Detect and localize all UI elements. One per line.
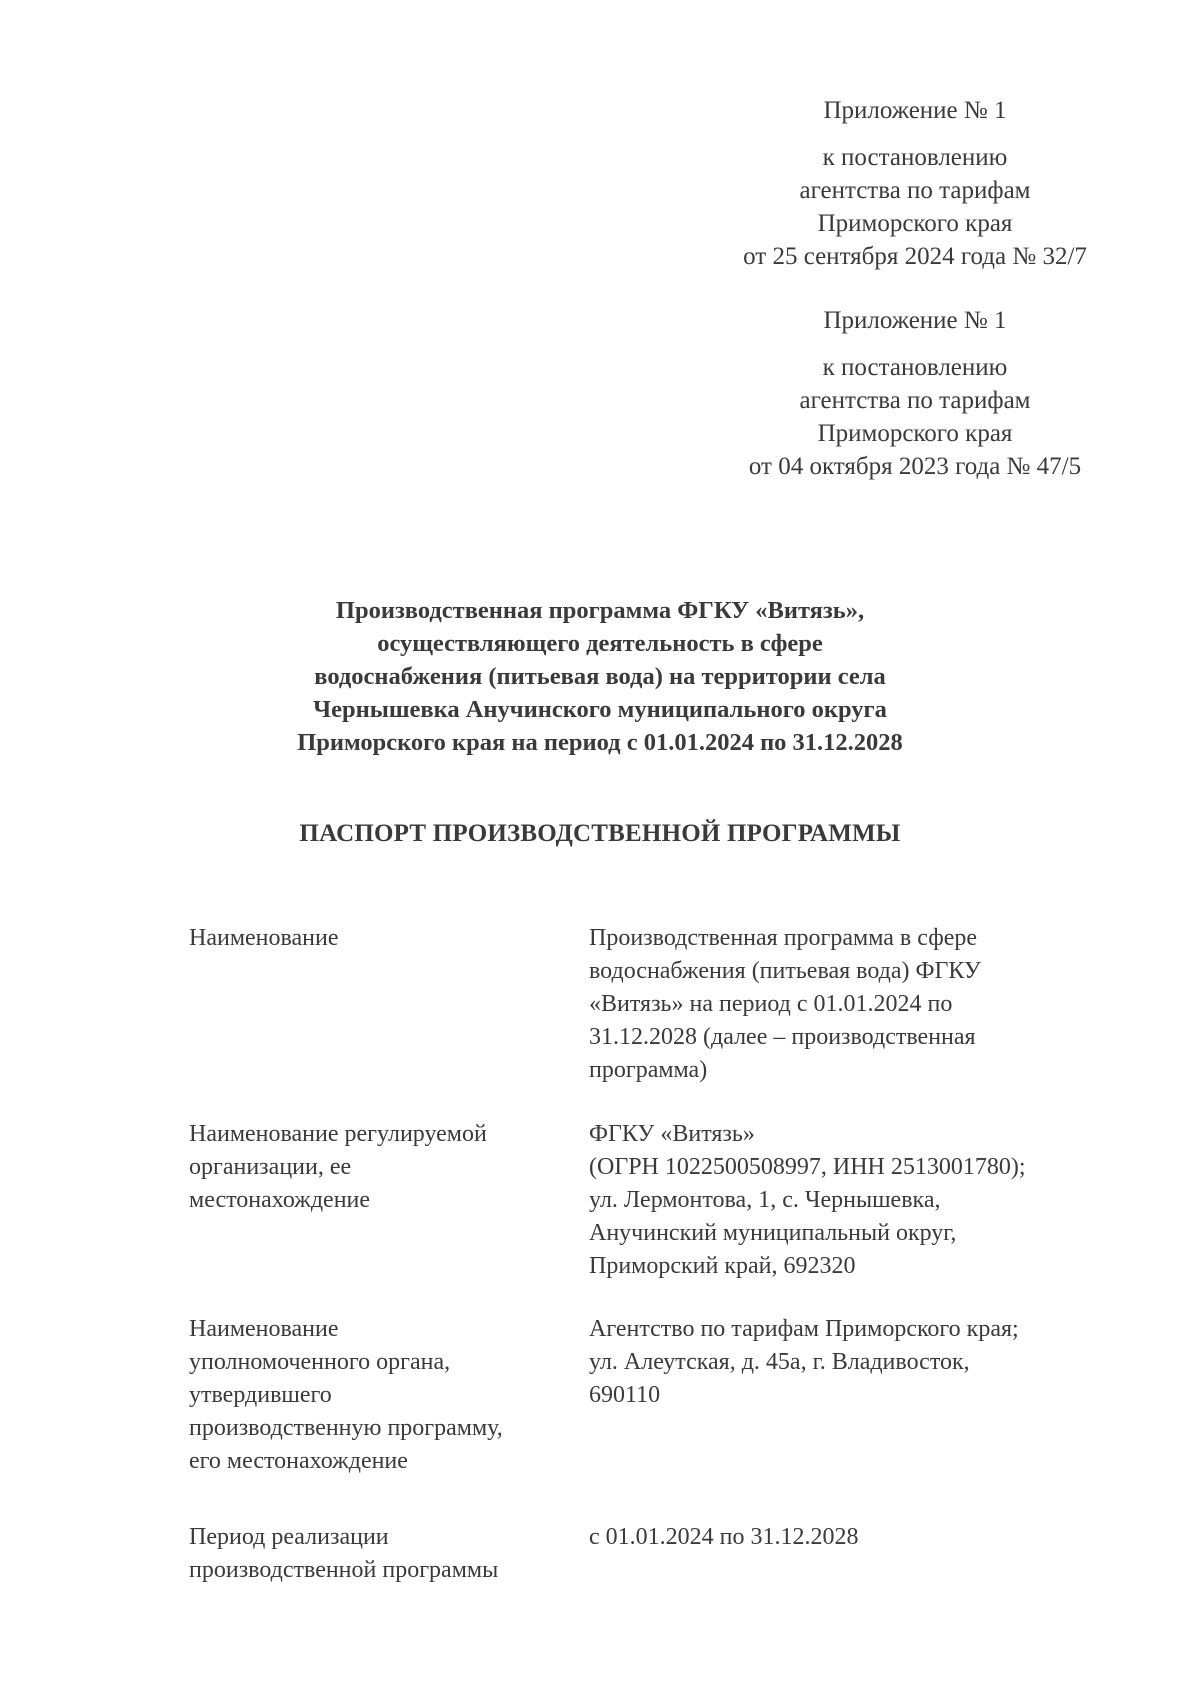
program-title: [200, 594, 1000, 759]
value-line: Анучинский муниципальный округ,: [589, 1220, 957, 1246]
passport-row-value: [589, 922, 1149, 1087]
passport-row-label: [189, 922, 569, 955]
program-title-line: Приморского края на период с 01.01.2024 по 31.12.2028: [297, 729, 903, 756]
label-line: производственной программы: [189, 1557, 499, 1583]
passport-row-label: [189, 1521, 569, 1587]
label-line: его местонахождение: [189, 1448, 408, 1474]
value-line: Производственная программа в сфере: [589, 925, 978, 951]
value-line: водоснабжения (питьевая вода) ФГКУ: [589, 958, 981, 984]
value-line: с 01.01.2024 по 31.12.2028: [589, 1524, 859, 1550]
passport-row-value: [589, 1313, 1149, 1412]
appendix-line: агентства по тарифам: [799, 387, 1031, 414]
label-line: Наименование регулируемой: [189, 1121, 487, 1147]
passport-heading: ПАСПОРТ ПРОИЗВОДСТВЕННОЙ ПРОГРАММЫ: [299, 820, 901, 847]
value-line: (ОГРН 1022500508997, ИНН 2513001780);: [589, 1154, 1026, 1180]
appendix-label: Приложение № 1: [823, 97, 1007, 124]
value-line: 31.12.2028 (далее – производственная: [589, 1024, 976, 1050]
value-line: ул. Лермонтова, 1, с. Чернышевка,: [589, 1187, 941, 1213]
label-line: производственную программу,: [189, 1415, 503, 1441]
value-line: Агентство по тарифам Приморского края;: [589, 1316, 1019, 1342]
appendix-date-line: от 25 сентября 2024 года № 32/7: [743, 243, 1087, 270]
label-line: Период реализации: [189, 1524, 389, 1550]
value-line: программа): [589, 1057, 708, 1083]
program-title-line: осуществляющего деятельность в сфере: [377, 630, 823, 657]
appendix-line: Приморского края: [817, 210, 1013, 237]
appendix-block-current: [700, 94, 1130, 273]
passport-row-value: [589, 1521, 1149, 1554]
passport-row-value: [589, 1118, 1149, 1283]
appendix-label: Приложение № 1: [823, 307, 1007, 334]
label-line: уполномоченного органа,: [189, 1349, 451, 1375]
program-title-line: Производственная программа ФГКУ «Витязь»,: [335, 597, 865, 624]
value-line: ул. Алеутская, д. 45а, г. Владивосток,: [589, 1349, 970, 1375]
appendix-line: Приморского края: [817, 420, 1013, 447]
passport-row-label: [189, 1118, 569, 1217]
label-line: Наименование: [189, 1316, 339, 1342]
value-line: «Витязь» на период с 01.01.2024 по: [589, 991, 953, 1017]
label-line: Наименование: [189, 925, 339, 951]
appendix-line: к постановлению: [822, 144, 1008, 171]
label-line: местонахождение: [189, 1187, 371, 1213]
appendix-date-line: от 04 октября 2023 года № 47/5: [748, 453, 1082, 480]
appendix-line: к постановлению: [822, 354, 1008, 381]
passport-row-label: [189, 1313, 569, 1478]
label-line: организации, ее: [189, 1154, 352, 1180]
value-line: 690110: [589, 1382, 661, 1408]
appendix-block-original: [700, 304, 1130, 483]
program-title-line: водоснабжения (питьевая вода) на территории села: [314, 663, 886, 690]
label-line: утвердившего: [189, 1382, 332, 1408]
value-line: ФГКУ «Витязь»: [589, 1121, 755, 1147]
program-title-line: Чернышевка Анучинского муниципального округа: [313, 696, 887, 723]
appendix-line: агентства по тарифам: [799, 177, 1031, 204]
value-line: Приморский край, 692320: [589, 1253, 856, 1279]
